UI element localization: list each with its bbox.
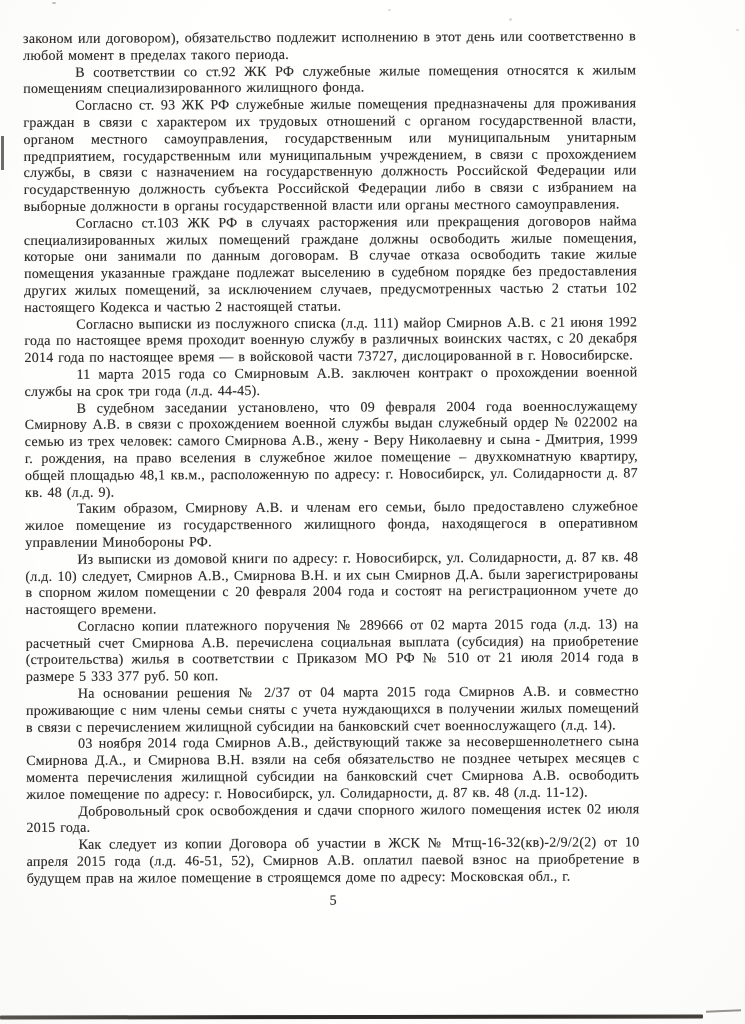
paragraph-contract: 11 марта 2015 года со Смирновым А.В. заключен контракт о прохождении военной службы на срок три года (л.д. 44-45).	[24, 365, 638, 400]
scan-bottom-edge-line-right	[706, 1009, 741, 1013]
paragraph-house-register: Из выписки из домовой книги по адресу: г. Новосибирск, ул. Солидарности, д. 87 кв. 48 (л.д. 10) следует, Смирнов А.В., Смирнова В.Н. и их сын Смирнов Д.А. были зарегистрированы в спорном жилом помещении с 20 февраля 2004 года и состоят на регистрационном учете до настоящего времени.	[25, 550, 639, 619]
scan-bottom-edge-line	[0, 1015, 703, 1020]
paragraph-order-022002: В судебном заседании установлено, что 09 февраля 2004 года военнослужащему Смирнову А.В. в связи с прохождением военной службы выдан служебный ордер № 022002 на семью из трех человек: самого Смирнова А.В., жену - Веру Николаевну и сына - Дмитрия, 1999 г. рождения, на право вселения в служебное жилое помещение – двухкомнатную квартиру, общей площадью 48,1 кв.м., расположенную по адресу: г. Новосибирск, ул. Солидарности д. 87 кв. 48 (л.д. 9).	[24, 398, 638, 501]
page-number: 5	[329, 893, 337, 909]
scan-edge-dash	[1, 136, 4, 170]
paragraph-st93: Согласно ст. 93 ЖК РФ служебные жилые помещения предназначены для проживания граждан в связи с характером их трудовых отношений с органом государственной власти, органом местного самоуправления, государственным или муниципальным унитарным предприятием, государственным или муниципальным учреждением, в связи с прохождением службы, в связи с назначением на государственную должность Российской Федерации или государственную должность субъекта Российской Федерации либо в связи с избранием на выборные должности в органы государственной власти или органы местного самоуправления.	[23, 96, 637, 215]
paragraph-service-record: Согласно выписки из послужного списка (л.д. 111) майор Смирнов А.В. с 21 июня 1992 года по настоящее время проходит военную службу в различных воинских частях, с 20 декабря 2014 года по настоящее время — в войсковой части 73727, дислоцированной в г. Новосибирске.	[24, 314, 638, 367]
scan-speck	[52, 2, 56, 4]
scan-speck	[509, 18, 512, 21]
document-text-block	[23, 29, 640, 911]
paragraph-voluntary-term: Добровольный срок освобождения и сдачи спорного жилого помещения истек 02 июля 2015 года.	[26, 801, 640, 837]
scan-speck	[388, 9, 391, 11]
paragraph-decision-237: На основании решения № 2/37 от 04 марта 2015 года Смирнов А.В. и совместно проживающие с ним члены семьи сняты с учета нуждающихся в получении жилых помещений в связи с перечислением жилищной субсидии на банковский счет военнослужащего (л.д. 14).	[25, 684, 639, 736]
scan-speck	[736, 29, 739, 31]
paragraph-payment-order: Согласно копии платежного поручения № 289666 от 02 марта 2015 года (л.д. 13) на расчетный счет Смирнова А.В. перечислена социальная выплата (субсидия) на приобретение (строительства) жилья в соответствии с Приказом МО РФ № 510 от 21 июля 2014 года в размере 5 333 377 руб. 50 коп.	[25, 617, 639, 686]
paragraph-thus-provided: Таким образом, Смирнову А.В. и членам его семьи, было предоставлено служебное жилое помещение из государственного жилищного фонда, находящегося в оперативном управлении Минобороны РФ.	[25, 499, 639, 551]
paragraph-obligation: 03 ноября 2014 года Смирнов А.В., действующий также за несовершеннолетнего сына Смирнова Д.А., и Смирнова В.Н. взяли на себя обязательство не позднее четырех месяцев с момента перечисления жилищной субсидии на банковский счет Смирнова А.В. освободить жилое помещение по адресу: г. Новосибирск, ул. Солидарности, д. 87 кв. 48 (л.д. 11-12).	[26, 734, 640, 803]
paragraph-continuation: законом или договором), обязательство подлежит исполнению в этот день или соответственно в любой момент в пределах такого периода.	[23, 29, 637, 64]
paragraph-st103: Согласно ст.103 ЖК РФ в случаях расторжения или прекращения договоров найма специализированных жилых помещений граждане должны освободить жилые помещения, которые они занимали по данным договорам. В случае отказа освободить такие жилые помещения указанные граждане подлежат выселению в судебном порядке без предоставления других жилых помещений, за исключением случаев, предусмотренных частью 2 статьи 102 настоящего Кодекса и частью 2 настоящей статьи.	[23, 214, 638, 316]
paragraph-st92: В соответствии со ст.92 ЖК РФ служебные жилые помещения относятся к жилым помещениям специализированного жилищного фонда.	[23, 62, 637, 98]
paragraph-zhsk-contract: Как следует из копии Договора об участии в ЖСК № Мтщ-16-32(кв)-2/9/2(2) от 10 апреля 2015 года (л.д. 46-51, 52), Смирнов А.В. оплатил паевой взнос на приобретение в будущем прав на жилое помещение в строящемся доме по адресу: Московская обл., г.	[26, 835, 640, 887]
